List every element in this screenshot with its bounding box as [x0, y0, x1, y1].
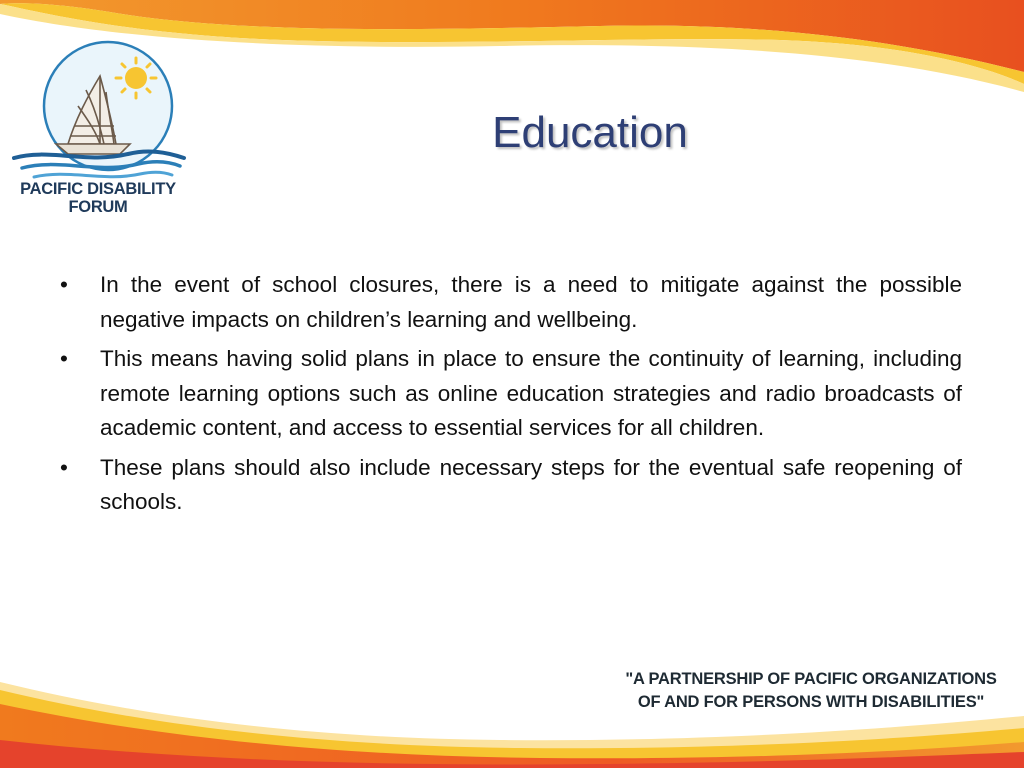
sun-icon — [116, 58, 156, 98]
slide-title: Education — [492, 108, 688, 157]
bullet-marker: • — [60, 272, 68, 297]
partnership-tagline — [606, 668, 1016, 714]
bullet-list — [56, 268, 962, 525]
bullet-item-1 — [56, 268, 962, 337]
pacific-disability-forum-logo — [8, 36, 188, 226]
tagline-line2: OF AND FOR PERSONS WITH DISABILITIES" — [637, 693, 985, 711]
bullet-marker: • — [60, 454, 68, 480]
logo-wordmark — [8, 180, 188, 216]
tagline-line1: "A PARTNERSHIP OF PACIFIC ORGANIZATIONS — [625, 670, 997, 688]
sailboat-sun-emblem-icon — [8, 36, 188, 196]
logo-text-line2: FORUM — [68, 198, 128, 216]
bullet-marker: • — [60, 346, 68, 371]
bullet-text-1: In the event of school closures, there is a need to mitigate against the possible negative impacts on children’s learning and wellbeing. — [100, 272, 962, 332]
bullet-item-3 — [56, 451, 962, 520]
bullet-item-2 — [56, 342, 962, 446]
logo-text-line1: PACIFIC DISABILITY — [20, 180, 176, 198]
bullet-text-3: These plans should also include necessary steps for the eventual safe reopening of schools. — [100, 454, 962, 514]
bullet-text-2: This means having solid plans in place to ensure the continuity of learning, including remote learning options such as online education strategies and radio broadcasts of academic content, and access to essential services for all children. — [100, 346, 962, 440]
